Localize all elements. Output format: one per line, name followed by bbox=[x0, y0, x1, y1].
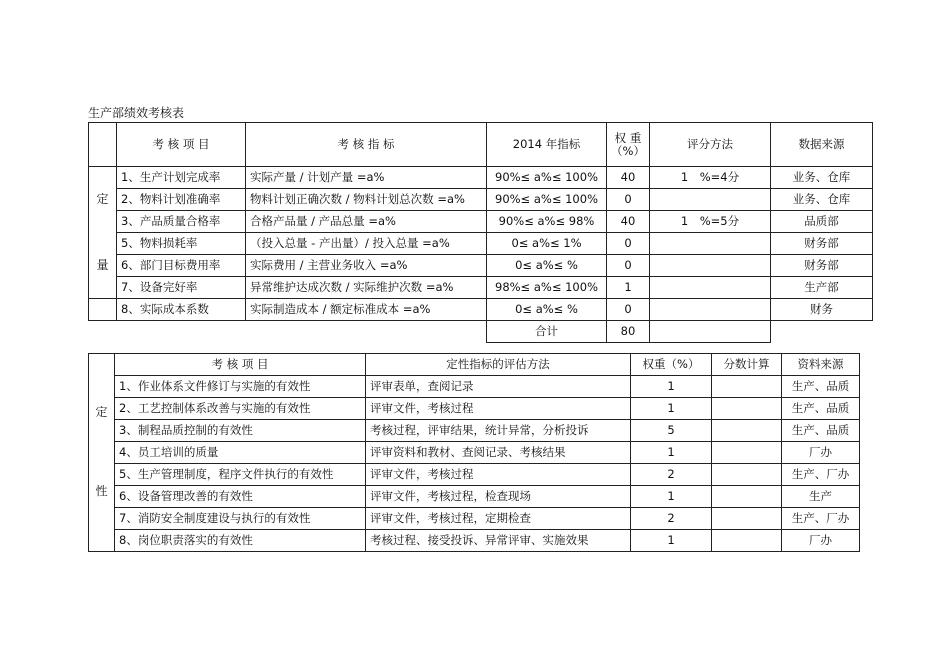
row-item: 6、部门目标费用率 bbox=[117, 255, 246, 277]
quantitative-table bbox=[88, 122, 873, 343]
row-weight: 1 bbox=[631, 398, 712, 420]
row-source: 财务部 bbox=[771, 233, 873, 255]
row-target: 90%≤ a%≤ 100% bbox=[487, 167, 607, 189]
row-target: 0≤ a%≤ % bbox=[487, 299, 607, 321]
quant-header-target: 2014 年指标 bbox=[487, 123, 607, 167]
row-method bbox=[650, 299, 771, 321]
qual-header-item: 考 核 项 目 bbox=[115, 354, 366, 376]
row-source: 品质部 bbox=[771, 211, 873, 233]
row-item: 6、设备管理改善的有效性 bbox=[115, 486, 366, 508]
row-item: 5、物料损耗率 bbox=[117, 233, 246, 255]
row-weight: 1 bbox=[607, 277, 650, 299]
row-source: 生产、品质 bbox=[782, 420, 860, 442]
table-row bbox=[89, 442, 860, 464]
total-spacer bbox=[246, 321, 487, 343]
row-score bbox=[712, 442, 782, 464]
row-target: 0≤ a%≤ 1% bbox=[487, 233, 607, 255]
row-score bbox=[712, 420, 782, 442]
quant-side-blank bbox=[89, 299, 117, 321]
row-weight: 0 bbox=[607, 255, 650, 277]
qual-header-method: 定性指标的评估方法 bbox=[366, 354, 631, 376]
row-method: 考核过程、接受投诉、异常评审、实施效果 bbox=[366, 530, 631, 552]
row-weight: 1 bbox=[631, 442, 712, 464]
row-weight: 40 bbox=[607, 167, 650, 189]
qual-header-weight: 权重（%） bbox=[631, 354, 712, 376]
row-item: 1、作业体系文件修订与实施的有效性 bbox=[115, 376, 366, 398]
row-score bbox=[712, 376, 782, 398]
row-target: 90%≤ a%≤ 100% bbox=[487, 189, 607, 211]
row-weight: 5 bbox=[631, 420, 712, 442]
quant-header-metric: 考 核 指 标 bbox=[246, 123, 487, 167]
row-metric: 合格产品量 / 产品总量 =a% bbox=[246, 211, 487, 233]
total-row bbox=[89, 321, 873, 343]
row-item: 2、工艺控制体系改善与实施的有效性 bbox=[115, 398, 366, 420]
row-item: 7、设备完好率 bbox=[117, 277, 246, 299]
row-score bbox=[712, 486, 782, 508]
row-score bbox=[712, 508, 782, 530]
qual-side-label-bottom: 性 bbox=[95, 484, 108, 499]
row-method: 评审文件，考核过程，检查现场 bbox=[366, 486, 631, 508]
row-weight: 1 bbox=[631, 376, 712, 398]
row-score bbox=[712, 464, 782, 486]
row-source: 厂办 bbox=[782, 442, 860, 464]
row-method bbox=[650, 233, 771, 255]
row-method: 评审文件，考核过程，定期检查 bbox=[366, 508, 631, 530]
row-weight: 0 bbox=[607, 299, 650, 321]
row-method: 1 %=4分 bbox=[650, 167, 771, 189]
quant-header-method: 评分方法 bbox=[650, 123, 771, 167]
row-source: 业务、仓库 bbox=[771, 189, 873, 211]
row-source: 业务、仓库 bbox=[771, 167, 873, 189]
quant-header-item: 考 核 项 目 bbox=[117, 123, 246, 167]
row-item: 8、实际成本系数 bbox=[117, 299, 246, 321]
row-score bbox=[712, 530, 782, 552]
table-row bbox=[89, 211, 873, 233]
row-method: 1 %=5分 bbox=[650, 211, 771, 233]
row-item: 3、产品质量合格率 bbox=[117, 211, 246, 233]
row-source: 生产、品质 bbox=[782, 398, 860, 420]
qual-side-label-top: 定 bbox=[95, 405, 108, 420]
row-method: 评审资料和教材、查阅记录、考核结果 bbox=[366, 442, 631, 464]
qualitative-table bbox=[88, 353, 860, 552]
row-source: 生产部 bbox=[771, 277, 873, 299]
table-row bbox=[89, 277, 873, 299]
table-row bbox=[89, 464, 860, 486]
row-metric: 实际制造成本 / 额定标准成本 =a% bbox=[246, 299, 487, 321]
row-source: 生产、品质 bbox=[782, 376, 860, 398]
total-spacer bbox=[771, 321, 873, 343]
table-row bbox=[89, 255, 873, 277]
total-value: 80 bbox=[607, 321, 650, 343]
quant-header-row bbox=[89, 123, 873, 167]
row-metric: 异常维护达成次数 / 实际维护次数 =a% bbox=[246, 277, 487, 299]
table-row bbox=[89, 189, 873, 211]
quant-side-corner bbox=[89, 123, 117, 167]
quant-side-label-top: 定 bbox=[96, 191, 109, 206]
quant-side-label-bottom: 量 bbox=[96, 257, 109, 272]
table-row bbox=[89, 233, 873, 255]
qual-side-label bbox=[89, 354, 115, 552]
row-source: 生产、厂办 bbox=[782, 508, 860, 530]
total-blank bbox=[650, 321, 771, 343]
row-source: 生产、厂办 bbox=[782, 464, 860, 486]
row-score bbox=[712, 398, 782, 420]
row-item: 8、岗位职责落实的有效性 bbox=[115, 530, 366, 552]
table-row bbox=[89, 376, 860, 398]
row-source: 财务部 bbox=[771, 255, 873, 277]
table-row bbox=[89, 530, 860, 552]
row-target: 90%≤ a%≤ 98% bbox=[487, 211, 607, 233]
row-weight: 2 bbox=[631, 508, 712, 530]
qual-header-score: 分数计算 bbox=[712, 354, 782, 376]
row-metric: 物料计划正确次数 / 物料计划总次数 =a% bbox=[246, 189, 487, 211]
row-item: 2、物料计划准确率 bbox=[117, 189, 246, 211]
table-row bbox=[89, 508, 860, 530]
table-row bbox=[89, 167, 873, 189]
row-weight: 0 bbox=[607, 233, 650, 255]
document-title: 生产部绩效考核表 bbox=[88, 106, 185, 120]
total-spacer bbox=[89, 321, 117, 343]
table-row bbox=[89, 398, 860, 420]
row-method bbox=[650, 255, 771, 277]
row-source: 财务 bbox=[771, 299, 873, 321]
qual-header-source: 资料来源 bbox=[782, 354, 860, 376]
row-weight: 2 bbox=[631, 464, 712, 486]
row-item: 5、生产管理制度，程序文件执行的有效性 bbox=[115, 464, 366, 486]
quant-header-source: 数据来源 bbox=[771, 123, 873, 167]
quant-header-weight-line1: 权 重 bbox=[614, 130, 642, 145]
row-item: 1、生产计划完成率 bbox=[117, 167, 246, 189]
row-metric: 实际产量 / 计划产量 =a% bbox=[246, 167, 487, 189]
row-method bbox=[650, 277, 771, 299]
quant-side-label bbox=[89, 167, 117, 299]
qual-header-row bbox=[89, 354, 860, 376]
row-weight: 40 bbox=[607, 211, 650, 233]
row-source: 生产 bbox=[782, 486, 860, 508]
row-weight: 0 bbox=[607, 189, 650, 211]
table-row bbox=[89, 299, 873, 321]
row-item: 4、员工培训的质量 bbox=[115, 442, 366, 464]
row-target: 98%≤ a%≤ 100% bbox=[487, 277, 607, 299]
row-item: 3、制程品质控制的有效性 bbox=[115, 420, 366, 442]
table-row bbox=[89, 486, 860, 508]
row-source: 厂办 bbox=[782, 530, 860, 552]
row-method: 评审文件，考核过程 bbox=[366, 464, 631, 486]
row-method: 考核过程，评审结果，统计异常，分析投诉 bbox=[366, 420, 631, 442]
quant-header-weight bbox=[607, 123, 650, 167]
total-label: 合计 bbox=[487, 321, 607, 343]
row-metric: （投入总量 - 产出量）/ 投入总量 =a% bbox=[246, 233, 487, 255]
row-method: 评审文件，考核过程 bbox=[366, 398, 631, 420]
row-weight: 1 bbox=[631, 530, 712, 552]
quant-header-weight-line2: （%） bbox=[611, 143, 645, 158]
row-item: 7、消防安全制度建设与执行的有效性 bbox=[115, 508, 366, 530]
row-method: 评审表单，查阅记录 bbox=[366, 376, 631, 398]
total-spacer bbox=[117, 321, 246, 343]
row-target: 0≤ a%≤ % bbox=[487, 255, 607, 277]
row-metric: 实际费用 / 主营业务收入 =a% bbox=[246, 255, 487, 277]
table-row bbox=[89, 420, 860, 442]
row-method bbox=[650, 189, 771, 211]
row-weight: 1 bbox=[631, 486, 712, 508]
